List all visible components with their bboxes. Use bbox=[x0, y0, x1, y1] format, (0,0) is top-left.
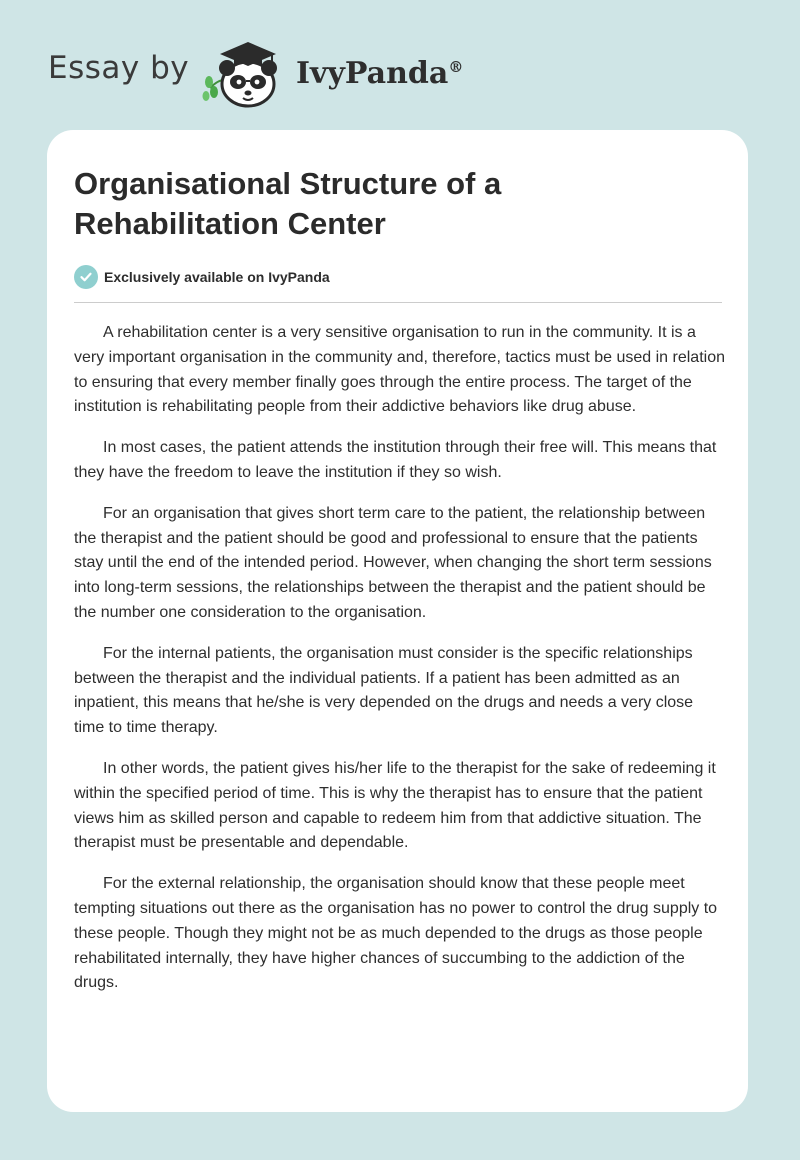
paragraph: For the internal patients, the organisation must consider is the specific relationships between the therapist and the individual patients. If a patient has been admitted as an inpatient, this means that he/she is very depended on the drugs and needs a very close time to time therapy. bbox=[74, 644, 694, 737]
paragraph: In most cases, the patient attends the institution through their free will. This means that they have the freedom to leave the institution if they so wish. bbox=[74, 439, 717, 481]
exclusive-label: Exclusively available on IvyPanda bbox=[104, 269, 330, 285]
article-body bbox=[74, 321, 726, 1012]
divider bbox=[74, 302, 722, 303]
site-header bbox=[48, 30, 608, 110]
exclusive-badge bbox=[74, 264, 330, 290]
essay-by-label: Essay by bbox=[48, 50, 190, 86]
paragraph: For the external relationship, the organisation should know that these people meet tempting situations out there as the organisation has no power to control the drug supply to these people. Though they might not be as much depended to the drugs as those people rehabilitated internally, they have higher chances of succumbing to the addiction of the drugs. bbox=[74, 875, 718, 992]
registered-mark: ® bbox=[448, 58, 464, 76]
panda-logo-icon[interactable] bbox=[200, 30, 292, 110]
brand-name[interactable] bbox=[296, 56, 463, 91]
article-title: Organisational Structure of a Rehabilitation Center bbox=[74, 166, 502, 241]
article-card bbox=[47, 130, 748, 1112]
paragraph: In other words, the patient gives his/her life to the therapist for the sake of redeeming it within the specified period of time. This is why the therapist has to ensure that the patient views him as skilled person and capable to redeem him from that addictive situation. The therapist must be presentable and dependable. bbox=[74, 759, 716, 852]
check-icon bbox=[74, 265, 98, 289]
brand-text: IvyPanda bbox=[296, 56, 449, 91]
paragraph: A rehabilitation center is a very sensitive organisation to run in the community. It is a very important organisation in the community and, therefore, tactics must be used in relation to ensuring that every member finally goes through the entire process. The target of the institution is rehabilitating people from their addictive behaviors like drug abuse. bbox=[74, 324, 725, 416]
paragraph: For an organisation that gives short term care to the patient, the relationship between the therapist and the patient should be good and professional to ensure that the patients stay until the end of the intended period. However, when changing the short term sessions into long-term sessions, the relationships between the therapist and the patient should be the number one consideration to the organisation. bbox=[74, 504, 712, 621]
